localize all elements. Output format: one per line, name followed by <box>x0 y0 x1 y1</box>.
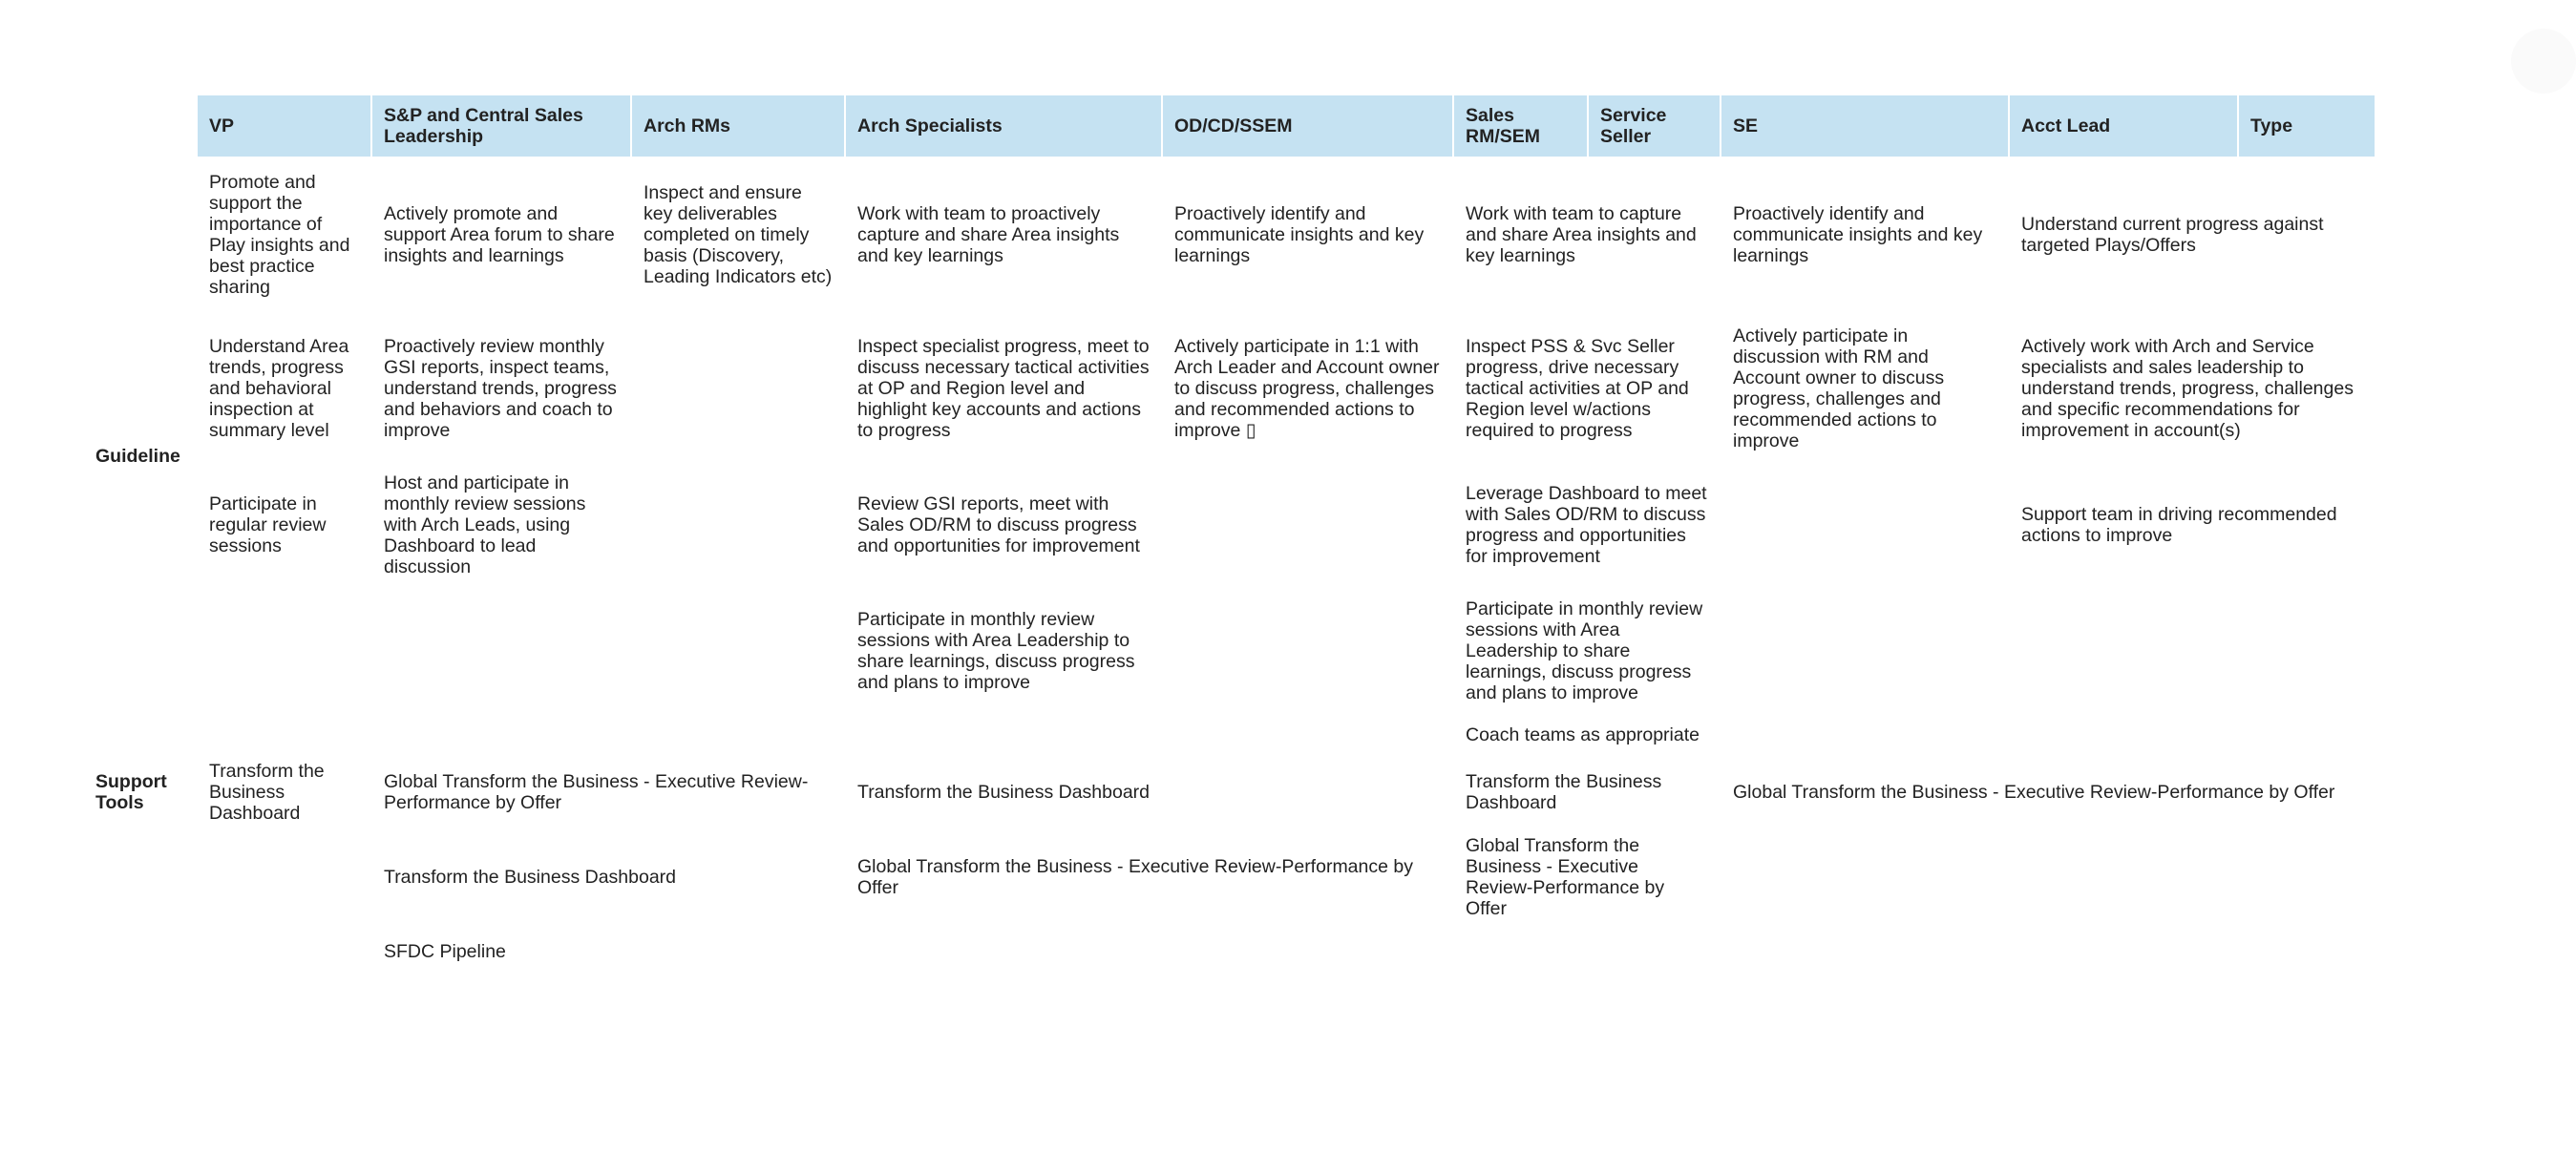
tool-sales-1: Transform the Business Dashboard <box>1466 771 1662 813</box>
responsibility-table <box>84 95 2376 977</box>
header-blank <box>84 95 198 157</box>
tool-sp-1: Global Transform the Business - Executive Review-Performance by Offer <box>384 771 809 813</box>
guideline-vp-3: Participate in regular review sessions <box>209 493 327 556</box>
guideline-sales-5: Coach teams as appropriate <box>1466 724 1700 745</box>
guideline-sales-4: Participate in monthly review sessions with Area Leadership to share learnings, discuss progress and plans to improve <box>1466 597 1703 703</box>
guideline-arch-spec-2: Inspect specialist progress, meet to discuss necessary tactical activities at OP and Region level and highlight key accounts and actions to progress <box>857 335 1150 441</box>
header-vp: VP <box>198 95 372 157</box>
tool-sp-3: SFDC Pipeline <box>384 940 506 962</box>
guideline-od-1: Proactively identify and communicate insights and key learnings <box>1174 203 1425 266</box>
header-service-seller: Service Seller <box>1589 95 1721 157</box>
guideline-sp-2: Proactively review monthly GSI reports, inspect teams, understand trends, progress and behaviors and coach to improve <box>384 335 617 441</box>
tool-vp: Transform the Business Dashboard <box>209 761 325 824</box>
guideline-se-2: Actively participate in discussion with RM and Account owner to discuss progress, challenges and recommended actions to improve <box>1733 325 1945 451</box>
guideline-acct-1: Understand current progress against targeted Plays/Offers <box>2021 214 2324 256</box>
guideline-sales-1: Work with team to capture and share Area insights and key learnings <box>1466 203 1697 266</box>
guideline-acct-3: Support team in driving recommended actions to improve <box>2021 504 2337 546</box>
tool-arch-1: Transform the Business Dashboard <box>857 782 1151 803</box>
guideline-vp-2: Understand Area trends, progress and behavioral inspection at summary level <box>209 335 349 441</box>
header-sales-rm-sem: Sales RM/SEM <box>1454 95 1589 157</box>
header-type: Type <box>2239 95 2376 157</box>
guideline-se-1: Proactively identify and communicate insights and key learnings <box>1733 203 1983 266</box>
header-acct-lead: Acct Lead <box>2010 95 2239 157</box>
row-label-guideline: Guideline <box>95 446 180 467</box>
row-label-support-tools: Support Tools <box>95 771 167 813</box>
tool-sp-2: Transform the Business Dashboard <box>384 866 677 888</box>
header-sp-leadership: S&P and Central Sales Leadership <box>372 95 632 157</box>
tool-sales-2: Global Transform the Business - Executive Review-Performance by Offer <box>1466 834 1665 919</box>
header-se: SE <box>1721 95 2010 157</box>
header-od-cd-ssem: OD/CD/SSEM <box>1163 95 1454 157</box>
guideline-acct-2: Actively work with Arch and Service specialists and sales leadership to understand trends, progress, challenges and specific recommendations for improvement in account(s) <box>2021 335 2354 441</box>
guideline-od-2: Actively participate in 1:1 with Arch Leader and Account owner to discuss progress, challenges and recommended actions to improve ▯ <box>1174 335 1440 441</box>
guideline-arch-spec-1: Work with team to proactively capture and share Area insights and key learnings <box>857 203 1120 266</box>
corner-button[interactable] <box>2511 29 2576 94</box>
guideline-arch-spec-3: Review GSI reports, meet with Sales OD/RM to discuss progress and opportunities for improvement <box>857 493 1140 556</box>
tool-arch-2: Global Transform the Business - Executive Review-Performance by Offer <box>857 855 1413 898</box>
header-arch-rms: Arch RMs <box>632 95 846 157</box>
guideline-sp-1: Actively promote and support Area forum to share insights and learnings <box>384 203 615 266</box>
guideline-sp-3: Host and participate in monthly review sessions with Arch Leads, using Dashboard to lead discussion <box>384 472 586 577</box>
header-arch-specialists: Arch Specialists <box>846 95 1163 157</box>
guideline-vp-1: Promote and support the importance of Play insights and best practice sharing <box>209 172 350 298</box>
guideline-sales-3: Leverage Dashboard to meet with Sales OD/RM to discuss progress and opportunities for improvement <box>1466 483 1707 567</box>
guideline-sales-2: Inspect PSS & Svc Seller progress, drive necessary tactical activities at OP and Region level w/actions required to progress <box>1466 335 1689 441</box>
guideline-arch-spec-4: Participate in monthly review sessions with Area Leadership to share learnings, discuss progress and plans to improve <box>857 608 1135 693</box>
guideline-arch-rms-1: Inspect and ensure key deliverables completed on timely basis (Discovery, Leading Indicators etc) <box>644 182 833 287</box>
tool-se-1: Global Transform the Business - Executive Review-Performance by Offer <box>1733 782 2335 803</box>
